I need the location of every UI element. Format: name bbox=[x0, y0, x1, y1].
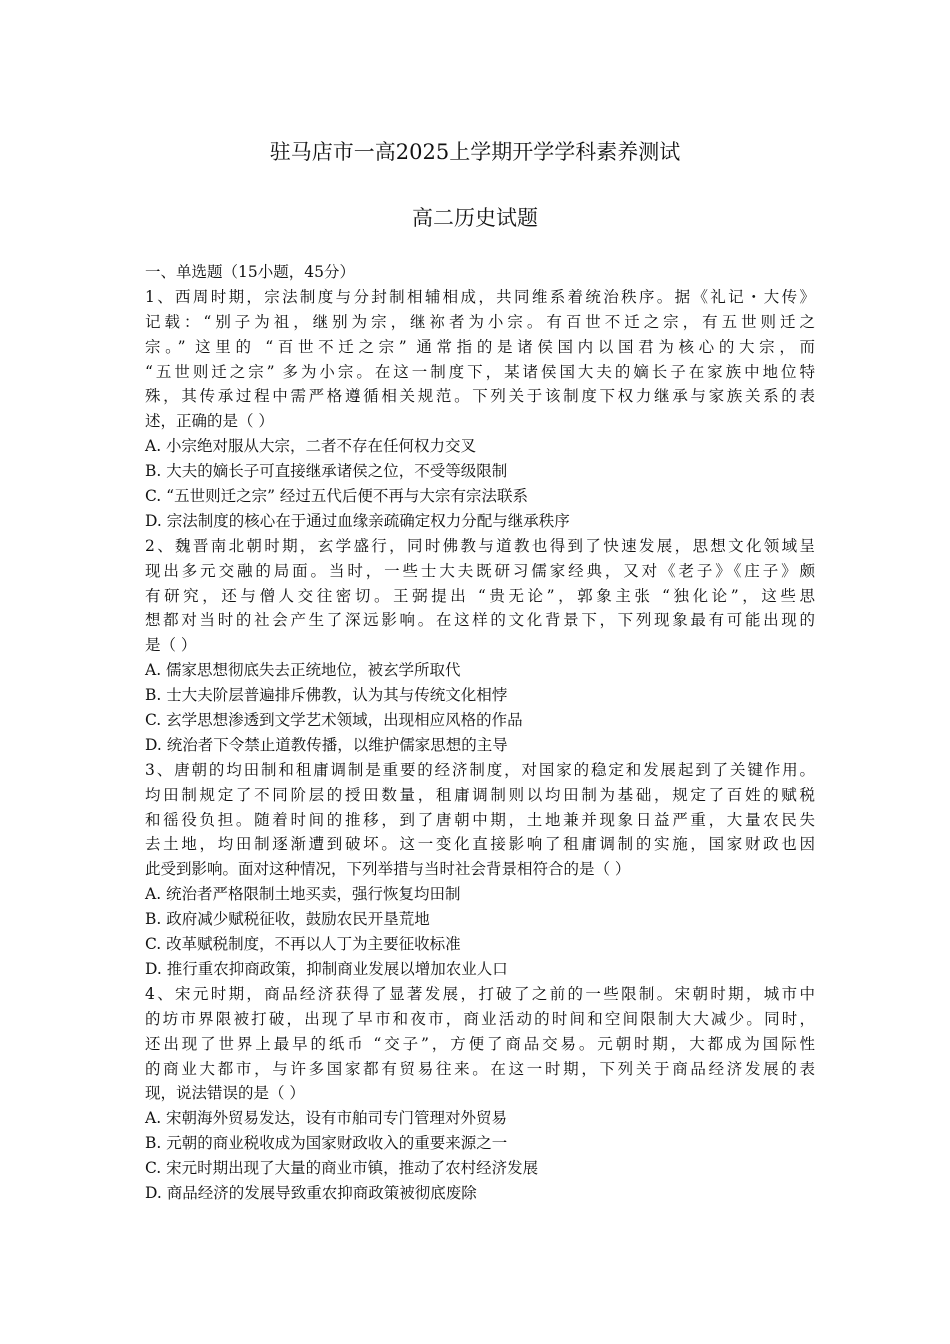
question-stem-line: 述，正确的是（ ） bbox=[145, 412, 274, 431]
question-stem-line: 是（ ） bbox=[145, 636, 197, 655]
question-3 bbox=[145, 758, 815, 982]
question-stem-line: 的商业大都市，与许多国家都有贸易往来。在这一时期，下列关于商品经济发展的表 bbox=[145, 1059, 815, 1078]
question-stem-line: 3、唐朝的均田制和租庸调制是重要的经济制度，对国家的稳定和发展起到了关键作用。 bbox=[145, 760, 815, 779]
question-stem-line: 4、宋元时期，商品经济获得了显著发展，打破了之前的一些限制。宋朝时期，城市中 bbox=[145, 984, 815, 1003]
option-b: B. 大夫的嫡长子可直接继承诸侯之位，不受等级限制 bbox=[145, 462, 508, 481]
option-d: D. 推行重农抑商政策，抑制商业发展以增加农业人口 bbox=[145, 959, 508, 978]
option-a: A. 统治者严格限制土地买卖，强行恢复均田制 bbox=[145, 885, 461, 904]
question-2 bbox=[145, 534, 815, 758]
option-c: C. “五世则迁之宗” 经过五代后便不再与大宗有宗法联系 bbox=[145, 487, 528, 506]
option-b: B. 政府减少赋税征收，鼓励农民开垦荒地 bbox=[145, 910, 430, 929]
question-1 bbox=[145, 285, 815, 534]
question-stem-line: “五世则迁之宗” 多为小宗。在这一制度下，某诸侯国大夫的嫡长子在家族中地位特 bbox=[145, 362, 815, 381]
option-b: B. 元朝的商业税收成为国家财政收入的重要来源之一 bbox=[145, 1134, 508, 1153]
question-stem-line: 均田制规定了不同阶层的授田数量，租庸调制则以均田制为基础，规定了百姓的赋税 bbox=[145, 785, 815, 804]
option-a: A. 宋朝海外贸易发达，设有市舶司专门管理对外贸易 bbox=[145, 1109, 508, 1128]
question-stem-line: 有研究，还与僧人交往密切。王弼提出 “贵无论”，郭象主张 “独化论”，这些思 bbox=[145, 586, 815, 605]
option-d: D. 统治者下令禁止道教传播，以维护儒家思想的主导 bbox=[145, 735, 508, 754]
question-stem-line: 1、西周时期，宗法制度与分封制相辅相成，共同维系着统治秩序。据《礼记・大传》 bbox=[145, 287, 815, 306]
question-stem-line: 宗。” 这里的 “百世不迁之宗” 通常指的是诸侯国内以国君为核心的大宗，而 bbox=[145, 337, 815, 356]
option-d: D. 商品经济的发展导致重农抑商政策被彻底废除 bbox=[145, 1183, 477, 1202]
option-b: B. 士大夫阶层普遍排斥佛教，认为其与传统文化相悖 bbox=[145, 686, 508, 705]
question-stem-line: 记载：“别子为祖，继别为宗，继祢者为小宗。有百世不迁之宗，有五世则迁之 bbox=[145, 312, 815, 331]
question-stem-line: 此受到影响。面对这种情况，下列举措与当时社会背景相符合的是（ ） bbox=[145, 860, 631, 879]
option-c: C. 改革赋税制度，不再以人丁为主要征收标准 bbox=[145, 935, 461, 954]
exam-content bbox=[145, 260, 815, 1206]
question-stem-line: 还出现了世界上最早的纸币 “交子”，方便了商品交易。元朝时期，大都成为国际性 bbox=[145, 1034, 815, 1053]
question-stem-line: 想都对当时的社会产生了深远影响。在这样的文化背景下，下列现象最有可能出现的 bbox=[145, 611, 815, 630]
question-stem-line: 殊，其传承过程中需严格遵循相关规范。下列关于该制度下权力继承与家族关系的表 bbox=[145, 387, 815, 406]
option-c: C. 玄学思想渗透到文学艺术领域，出现相应风格的作品 bbox=[145, 711, 523, 730]
question-stem-line: 现，说法错误的是（ ） bbox=[145, 1084, 305, 1103]
question-4 bbox=[145, 982, 815, 1206]
question-stem-line: 和徭役负担。随着时间的推移，到了唐朝中期，土地兼并现象日益严重，大量农民失 bbox=[145, 810, 815, 829]
question-stem-line: 现出多元交融的局面。当时，一些士大夫既研习儒家经典，又对《老子》《庄子》颇 bbox=[145, 561, 815, 580]
option-d: D. 宗法制度的核心在于通过血缘亲疏确定权力分配与继承秩序 bbox=[145, 511, 570, 530]
question-stem-line: 的坊市界限被打破，出现了早市和夜市，商业活动的时间和空间限制大大减少。同时， bbox=[145, 1009, 815, 1028]
option-a: A. 儒家思想彻底失去正统地位，被玄学所取代 bbox=[145, 661, 461, 680]
question-stem-line: 去土地，均田制逐渐遭到破坏。这一变化直接影响了租庸调制的实施，国家财政也因 bbox=[145, 835, 815, 854]
option-c: C. 宋元时期出现了大量的商业市镇，推动了农村经济发展 bbox=[145, 1159, 539, 1178]
exam-subtitle: 高二历史试题 bbox=[412, 206, 538, 230]
question-stem-line: 2、魏晋南北朝时期，玄学盛行，同时佛教与道教也得到了快速发展，思想文化领域呈 bbox=[145, 536, 815, 555]
exam-title: 驻马店市一高2025上学期开学学科素养测试 bbox=[269, 140, 681, 164]
option-a: A. 小宗绝对服从大宗，二者不存在任何权力交叉 bbox=[145, 437, 477, 456]
section-heading: 一、单选题（15小题，45分） bbox=[145, 263, 355, 281]
